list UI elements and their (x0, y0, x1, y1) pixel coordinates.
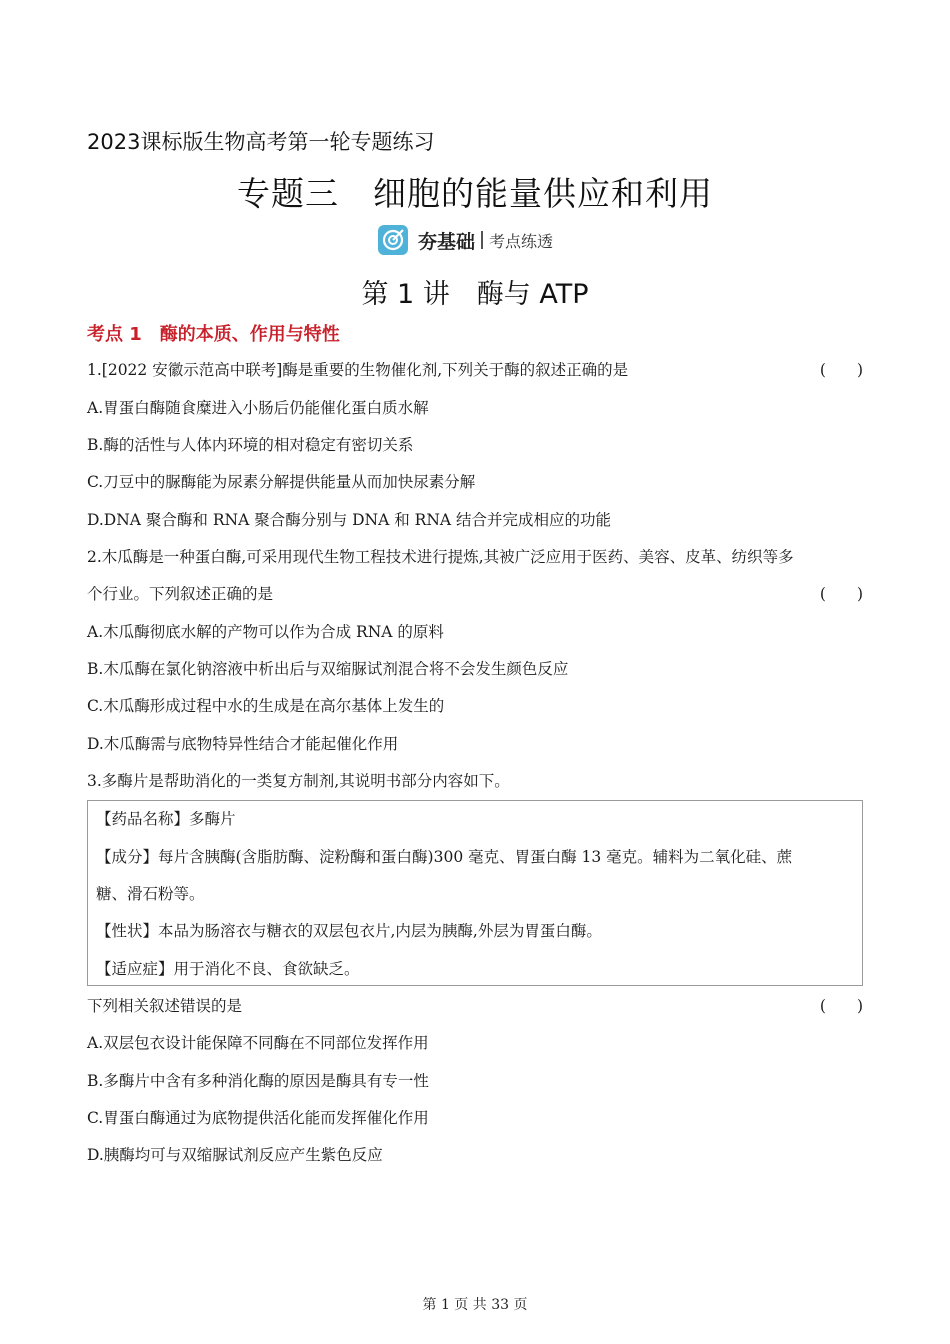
q1-option-b: B.酶的活性与人体内环境的相对稳定有密切关系 (87, 436, 414, 454)
series-title: 2023课标版生物高考第一轮专题练习 (87, 130, 435, 154)
lecture-title: 第 1 讲 酶与 ATP (361, 279, 589, 310)
q3-option-a: A.双层包衣设计能保障不同酶在不同部位发挥作用 (87, 1034, 429, 1052)
page-footer: 第 1 页 共 33 页 (422, 1297, 528, 1313)
q3-option-c: C.胃蛋白酶通过为底物提供活化能而发挥催化作用 (87, 1109, 429, 1127)
q1-stem: 1.[2022 安徽示范高中联考]酶是重要的生物催化剂,下列关于酶的叙述正确的是 (87, 361, 629, 379)
badge-main-label: 夯基础 (418, 230, 476, 253)
q3-prompt: 下列相关叙述错误的是 (87, 997, 243, 1015)
q2-option-c: C.木瓜酶形成过程中水的生成是在高尔基体上发生的 (87, 697, 445, 715)
q1-option-a: A.胃蛋白酶随食糜进入小肠后仍能催化蛋白质水解 (87, 399, 429, 417)
q2-option-d: D.木瓜酶需与底物特异性结合才能起催化作用 (87, 735, 399, 753)
drug-ingredients-line1: 【成分】每片含胰酶(含脂肪酶、淀粉酶和蛋白酶)300 毫克、胃蛋白酶 13 毫克。辅料为二氧化硅、蔗 (96, 848, 793, 866)
topic-title: 专题三 细胞的能量供应和利用 (237, 174, 713, 213)
target-icon (378, 225, 408, 255)
q2-answer-blank: ( ) (819, 585, 863, 603)
q2-stem-line2: 个行业。下列叙述正确的是 (87, 585, 274, 603)
drug-properties-line: 【性状】本品为肠溶衣与糖衣的双层包衣片,内层为胰酶,外层为胃蛋白酶。 (96, 922, 602, 940)
q3-answer-blank: ( ) (819, 997, 863, 1015)
q2-stem-line1: 2.木瓜酶是一种蛋白酶,可采用现代生物工程技术进行提炼,其被广泛应用于医药、美容、皮革、纺织等多 (87, 548, 794, 566)
section-badge (378, 223, 553, 257)
q3-option-b: B.多酶片中含有多种消化酶的原因是酶具有专一性 (87, 1072, 429, 1090)
q1-answer-blank: ( ) (819, 361, 863, 379)
badge-divider (481, 231, 483, 249)
q3-option-d: D.胰酶均可与双缩脲试剂反应产生紫色反应 (87, 1146, 383, 1164)
q1-option-d: D.DNA 聚合酶和 RNA 聚合酶分别与 DNA 和 RNA 结合并完成相应的功能 (87, 511, 612, 529)
q2-option-a: A.木瓜酶彻底水解的产物可以作为合成 RNA 的原料 (87, 623, 444, 641)
drug-name-line: 【药品名称】多酶片 (96, 810, 236, 828)
drug-ingredients-line2: 糖、滑石粉等。 (96, 885, 205, 903)
q1-option-c: C.刀豆中的脲酶能为尿素分解提供能量从而加快尿素分解 (87, 473, 476, 491)
badge-sub-label: 考点练透 (489, 231, 554, 251)
q2-option-b: B.木瓜酶在氯化钠溶液中析出后与双缩脲试剂混合将不会发生颜色反应 (87, 660, 569, 678)
drug-indications-line: 【适应症】用于消化不良、食欲缺乏。 (96, 960, 360, 978)
drug-info-box (87, 800, 863, 986)
q3-stem: 3.多酶片是帮助消化的一类复方制剂,其说明书部分内容如下。 (87, 772, 510, 790)
section-heading: 考点 1 酶的本质、作用与特性 (87, 324, 340, 345)
